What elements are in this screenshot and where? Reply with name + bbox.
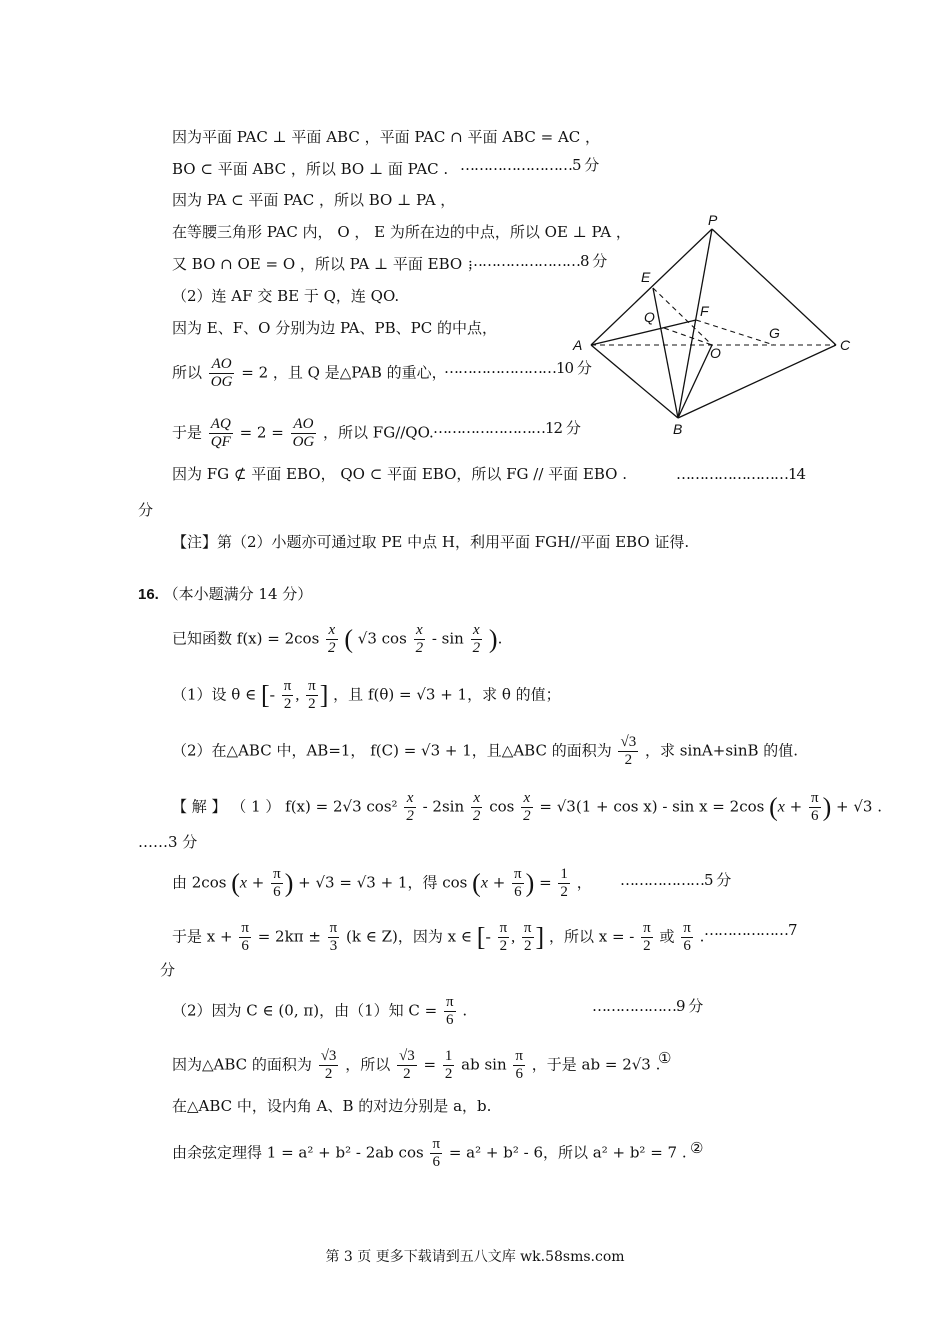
label-o: O	[710, 345, 721, 361]
part-2: （2）在△ABC 中，AB=1， f(C) = √3 + 1，且△ABC 的面积为 $\frac{√3}{2}$ ，求 sinA+sinB 的值.	[172, 734, 799, 768]
score-7: ………………7	[704, 921, 797, 939]
line-4: 在等腰三角形 PAC 内， O ， E 为所在边的中点，所以 OE ⊥ PA ，	[172, 223, 631, 241]
line-qo	[664, 328, 712, 345]
score-3: ……3 分	[138, 833, 198, 851]
edge-ab	[591, 345, 678, 418]
fraction-ao-og: $\frac{AO}{OG}$	[210, 356, 233, 390]
given-function: 已知函数 f(x) = 2cos $\frac{x}{2}$ ( √3 cos $\frac{x}{2}$ - sin $\frac{x}{2}$ ).	[172, 622, 503, 656]
line-5: 又 BO ∩ OE = O ，所以 PA ⊥ 平面 EBO ；	[172, 255, 482, 273]
edge-bc	[678, 345, 836, 418]
page-footer: 第 3 页 更多下载请到五八文库 wk.58sms.com	[325, 1249, 625, 1265]
line-9: 于是 $\frac{AQ}{QF}$ = 2 = $\frac{AO}{OG}$ ，所以 FG//QO.	[172, 416, 434, 450]
marker-1: ①	[658, 1049, 672, 1067]
score-8: ……………………8 分	[468, 252, 607, 270]
marker-2: ②	[690, 1139, 704, 1157]
score-5: ……………………5 分	[460, 156, 599, 174]
label-c: C	[840, 337, 851, 353]
line-be	[653, 288, 678, 418]
label-a: A	[573, 337, 583, 353]
line-10: 因为 FG ⊄ 平面 EBO， QO ⊂ 平面 EBO，所以 FG // 平面 EBO .	[172, 465, 628, 483]
solution-line-5: 因为△ABC 的面积为 $\frac{√3}{2}$ ，所以 $\frac{√3}{2}$ = $\frac{1}{2}$ ab sin $\frac{\pi}{6}$ ，于是 ab = 2√3 .	[172, 1048, 661, 1082]
label-e: E	[641, 269, 651, 285]
score-5b: ………………5 分	[620, 871, 731, 889]
fraction-ao-og-2: $\frac{AO}{OG}$	[292, 416, 315, 450]
score-10: ……………………10 分	[444, 359, 591, 377]
line-11: 分	[138, 501, 154, 519]
label-b: B	[673, 421, 683, 437]
label-g: G	[769, 325, 780, 341]
pyramid-diagram	[560, 212, 860, 442]
line-8: 所以 $\frac{AO}{OG}$ = 2 ，且 Q 是△PAB 的重心，	[172, 356, 447, 390]
fraction-aq-qf: $\frac{AQ}{QF}$	[210, 416, 231, 450]
solution-line-1: 【 解 】 （ 1 ） f(x) = 2√3 cos² $\frac{x}{2}$ - 2sin $\frac{x}{2}$ cos $\frac{x}{2}$ = √3(1 + cos x) - sin x = 2cos (x + $\frac{\pi}{6}$ ) + √3 .	[172, 790, 883, 824]
solution-line-3: 于是 x + $\frac{\pi}{6}$ = 2kπ ± $\frac{\pi}{3}$ (k ∈ Z)，因为 x ∈ [- $\frac{\pi}{2}$ , $\frac{\pi}{2}$ ] ，所以 x = - $\frac{\pi}{2}$ 或 $\frac{\pi}{6}$ .	[172, 920, 705, 954]
question-16: 16. （本小题满分 14 分）	[138, 585, 313, 603]
score-7-unit: 分	[160, 961, 176, 979]
score-14: ……………………14	[676, 465, 806, 483]
line-1: 因为平面 PAC ⊥ 平面 ABC ，平面 PAC ∩ 平面 ABC = AC ，	[172, 128, 601, 146]
part-1: （1）设 θ ∈ [- $\frac{\pi}{2}$ , $\frac{\pi}{2}$ ] ，且 f(θ) = √3 + 1，求 θ 的值；	[172, 678, 561, 712]
line-6: （2）连 AF 交 BE 于 Q，连 QO.	[172, 287, 400, 305]
solution-line-6: 在△ABC 中，设内角 A、B 的对边分别是 a，b.	[172, 1097, 492, 1115]
solution-line-4: （2）因为 C ∈ (0, π)，由（1）知 C = $\frac{\pi}{6}$ .	[172, 994, 468, 1028]
line-7: 因为 E、F、O 分别为边 PA、PB、PC 的中点，	[172, 319, 497, 337]
line-3: 因为 PA ⊂ 平面 PAC ，所以 BO ⊥ PA ，	[172, 191, 456, 209]
solution-line-7: 由余弦定理得 1 = a² + b² - 2ab cos $\frac{\pi}{6}$ = a² + b² - 6，所以 a² + b² = 7 .	[172, 1136, 687, 1170]
solution-line-2: 由 2cos (x + $\frac{\pi}{6}$ ) + √3 = √3 + 1，得 cos (x + $\frac{\pi}{6}$ ) = $\frac{1}{2}$ ，	[172, 866, 592, 900]
line-2: BO ⊂ 平面 ABC ，所以 BO ⊥ 面 PAC .	[172, 160, 449, 178]
label-f: F	[700, 303, 709, 319]
score-9: ………………9 分	[592, 997, 703, 1015]
label-p: P	[708, 212, 718, 228]
label-q: Q	[644, 309, 655, 325]
note: 【注】第（2）小题亦可通过取 PE 中点 H，利用平面 FGH//平面 EBO 证得.	[172, 533, 690, 551]
line-bo	[678, 345, 712, 418]
score-12: ……………………12 分	[433, 419, 580, 437]
